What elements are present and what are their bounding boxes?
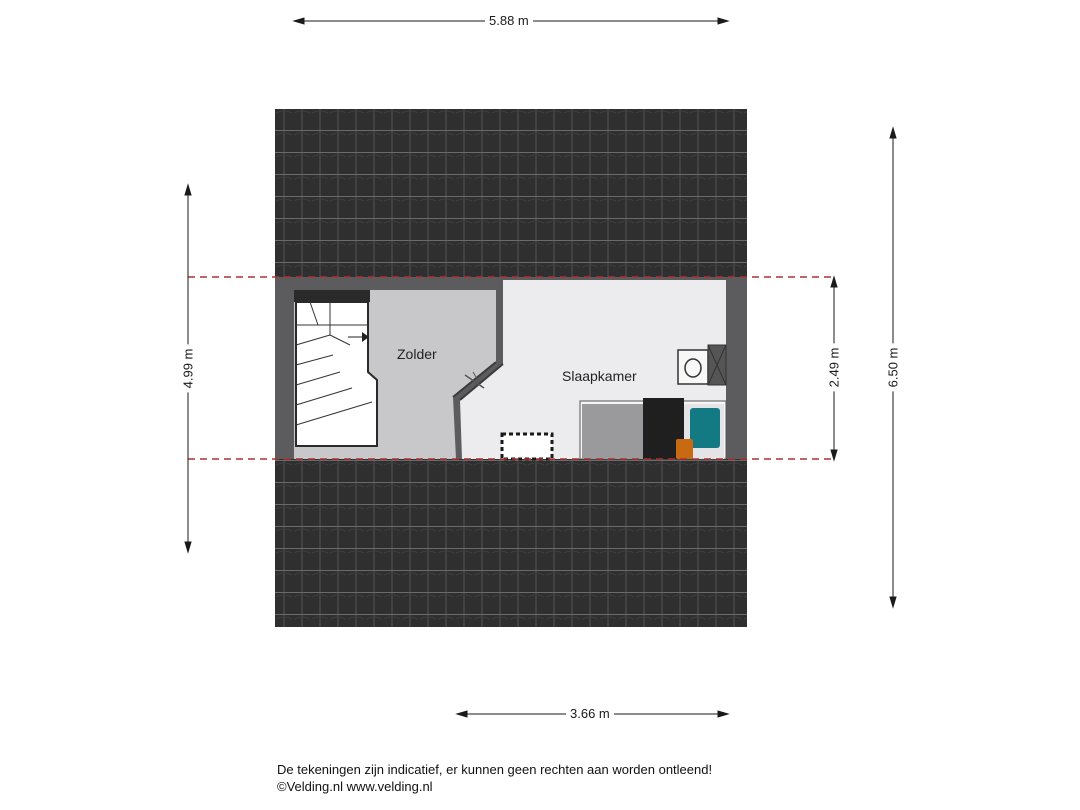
cushion [676, 439, 693, 459]
staircase [294, 290, 377, 446]
roof-hatch [502, 434, 552, 459]
roof-top [275, 109, 747, 277]
roof-bottom [275, 459, 747, 627]
bed [580, 398, 726, 459]
dim-label-right-outer: 6.50 m [885, 344, 900, 392]
disclaimer-text: De tekeningen zijn indicatief, er kunnen geen rechten aan worden ontleend! [277, 762, 713, 777]
dim-label-left: 4.99 m [180, 345, 195, 393]
dim-label-right-inner: 2.49 m [826, 344, 841, 392]
room-label-zolder: Zolder [397, 346, 437, 362]
washbasin [678, 345, 726, 385]
room-label-slaapkamer: Slaapkamer [562, 368, 637, 384]
pillow [690, 408, 720, 448]
dim-label-top: 5.88 m [485, 13, 533, 28]
dim-label-bottom: 3.66 m [566, 706, 614, 721]
credit-text: ©Velding.nl www.velding.nl [277, 779, 433, 794]
